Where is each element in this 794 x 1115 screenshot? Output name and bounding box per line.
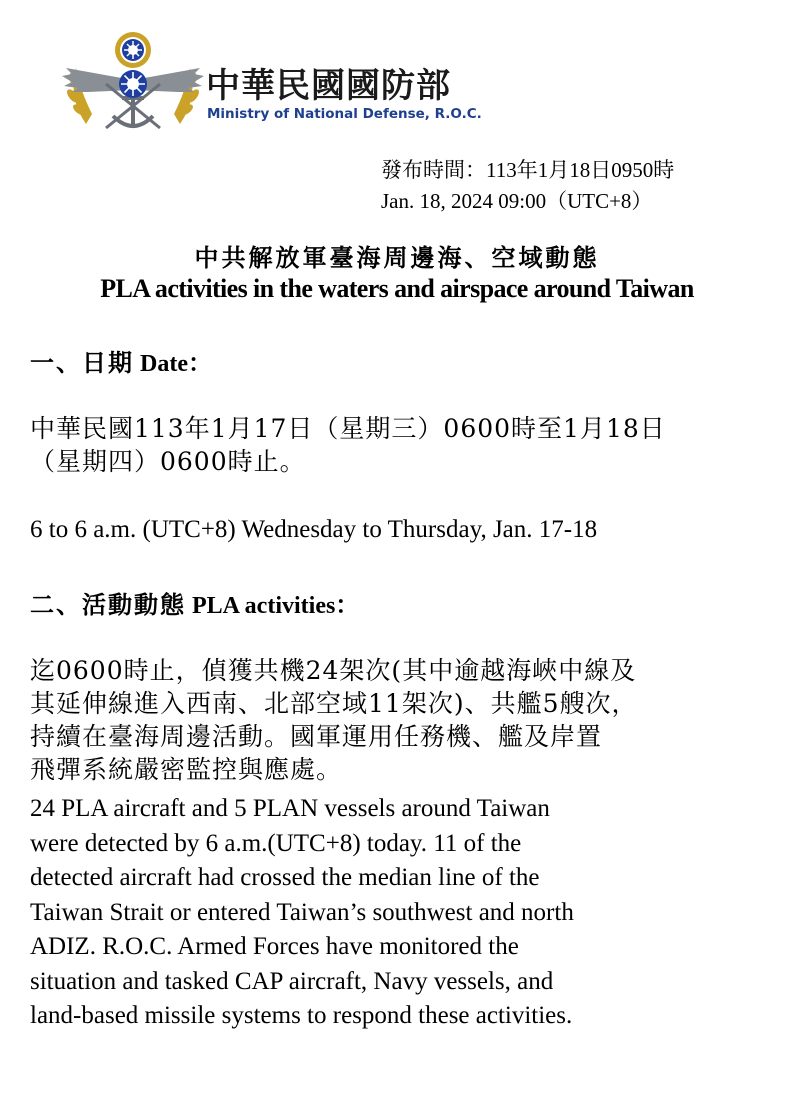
section-activities-heading-cn: 二、活動動態 xyxy=(30,590,186,619)
date-paragraph-cn xyxy=(30,412,770,478)
section-date-heading-cn: 一、日期 xyxy=(30,348,134,377)
date-paragraph-en: 6 to 6 a.m. (UTC+8) Wednesday to Thursday, Jan. 17-18 xyxy=(30,516,598,543)
text-line: 中華民國113年1月17日（星期三）0600時至1月18日 xyxy=(30,414,666,443)
document-title-cn: 中共解放軍臺海周邊海、空域動態 xyxy=(194,243,600,272)
section-date-heading xyxy=(30,343,212,378)
document-title-en: PLA activities in the waters and airspace around Taiwan xyxy=(100,274,694,303)
activities-paragraph-en xyxy=(30,792,770,1034)
text-line: （星期四）0600時止。 xyxy=(30,447,306,476)
text-line: Taiwan Strait or entered Taiwan’s southwest and north xyxy=(30,898,574,926)
mnd-emblem-icon xyxy=(58,28,208,140)
section-activities-heading-en: PLA activities： xyxy=(186,593,360,619)
ministry-name-cn: 中華民國國防部 xyxy=(206,66,451,106)
text-line: 其延伸線進入西南、北部空域11架次)、共艦5艘次， xyxy=(30,689,638,718)
text-line: 飛彈系統嚴密監控與應處。 xyxy=(30,755,343,784)
letterhead xyxy=(58,28,518,140)
release-time-en: Jan. 18, 2024 09:00（UTC+8） xyxy=(381,189,653,213)
release-time xyxy=(381,155,674,217)
text-line: 24 PLA aircraft and 5 PLAN vessels around Taiwan xyxy=(30,795,550,822)
text-line: 持續在臺海周邊活動。國軍運用任務機、艦及岸置 xyxy=(30,722,603,751)
text-line: situation and tasked CAP aircraft, Navy vessels, and xyxy=(30,967,554,995)
text-line: 迄0600時止，偵獲共機24架次(其中逾越海峽中線及 xyxy=(30,656,637,685)
text-line: land-based missile systems to respond these activities. xyxy=(30,1002,573,1029)
release-time-cn: 發布時間：113年1月18日0950時 xyxy=(381,158,675,182)
text-line: were detected by 6 a.m.(UTC+8) today. 11 of the xyxy=(30,829,522,857)
text-line: detected aircraft had crossed the median line of the xyxy=(30,864,540,891)
activities-paragraph-cn xyxy=(30,654,770,786)
section-date-heading-en: Date： xyxy=(134,351,212,377)
text-line: ADIZ. R.O.C. Armed Forces have monitored the xyxy=(30,933,519,960)
section-activities-heading xyxy=(30,585,359,620)
ministry-name-en: Ministry of National Defense, R.O.C. xyxy=(207,106,482,122)
